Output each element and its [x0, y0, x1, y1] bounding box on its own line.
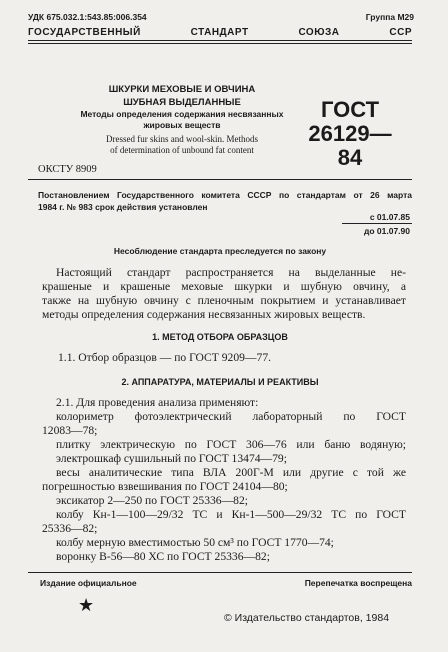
list-item: 25336—82; — [42, 522, 98, 535]
decree-line-2: 1984 г. № 983 срок действия установлен — [38, 202, 208, 212]
title-english-line-1: Dressed fur skins and wool-skin. Methods — [106, 134, 258, 144]
copyright-notice: © Издательство стандартов, 1984 — [224, 612, 390, 624]
intro-paragraph — [42, 266, 406, 322]
gost-label: ГОСТ — [320, 97, 380, 122]
decree-line-1: Постановлением Государственного комитета СССР по стандартам от 26 марта — [38, 190, 412, 200]
title-russian-line-2: ШУБНАЯ ВЫДЕЛАННЫЕ — [123, 97, 241, 108]
title-method-line-2: жировых веществ — [143, 120, 221, 130]
gost-number: 26129—84 — [308, 121, 392, 170]
intro-line-1: Настоящий стандарт распространяется на выделанные не- — [56, 266, 406, 279]
group-code: Группа М29 — [365, 12, 414, 22]
title-russian-line-1: ШКУРКИ МЕХОВЫЕ И ОВЧИНА — [108, 84, 256, 95]
reprint-prohibited-label: Перепечатка воспрещена — [304, 578, 412, 588]
official-edition-label: Издание официальное — [40, 578, 137, 588]
legal-warning: Несоблюдение стандарта преследуется по закону — [113, 246, 327, 256]
intro-line-3: также на шубную овчину с пленочным покрытием и устанавливает — [42, 294, 406, 307]
title-russian — [76, 83, 288, 109]
title-english — [76, 134, 288, 156]
list-item: колбу Кн-1—100—29/32 ТС и Кн-1—500—29/32 ТС по ГОСТ — [56, 508, 406, 521]
intro-line-2: крашеные и крашеные меховые шкурки и шубную овчину, а — [42, 280, 406, 293]
header-rule-bottom — [28, 43, 412, 44]
list-item: плитку электрическую по ГОСТ 306—76 или баню водяную; — [56, 438, 406, 451]
okstu-code: ОКСТУ 8909 — [38, 164, 97, 175]
section-2-heading: 2. АППАРАТУРА, МАТЕРИАЛЫ И РЕАКТИВЫ — [121, 377, 319, 387]
list-item: колбу мерную вместимостью 50 см³ по ГОСТ 1770—74; — [56, 536, 334, 549]
paragraph-2-1: 2.1. Для проведения анализа применяют: — [56, 396, 259, 409]
equipment-list — [42, 396, 406, 564]
validity-until: до 01.07.90 — [363, 226, 410, 236]
title-english-line-2: of determination of unbound fat content — [110, 145, 254, 155]
list-item: воронку В-56—80 ХС по ГОСТ 25336—82; — [56, 550, 270, 563]
star-icon: ★ — [78, 595, 95, 615]
state-standard-banner: ГОСУДАРСТВЕННЫЙ СТАНДАРТ СОЮЗА ССР — [28, 27, 412, 38]
list-item: 12083—78; — [42, 424, 98, 437]
title-method-line-1: Методы определения содержания несвязанных — [80, 109, 284, 119]
udk-code: УДК 675.032.1:543.85:006.354 — [28, 12, 147, 22]
list-item: погрешностью взвешивания по ГОСТ 24104—80; — [42, 480, 288, 493]
title-rule — [28, 179, 412, 180]
footer-rule — [28, 572, 412, 573]
header-rule-top — [28, 40, 412, 41]
gost-designation — [300, 98, 400, 170]
decree — [38, 189, 412, 213]
section-1-heading: 1. МЕТОД ОТБОРА ОБРАЗЦОВ — [152, 332, 288, 342]
title-method — [76, 109, 288, 131]
list-item: весы аналитические типа ВЛА 200Г-М или другие с той же — [56, 466, 406, 479]
intro-line-4: методы определения содержания несвязанных жировых веществ. — [42, 308, 366, 321]
list-item: колориметр фотоэлектрический лабораторный по ГОСТ — [56, 410, 406, 423]
validity-from: с 01.07.85 — [369, 212, 410, 222]
list-item: электрошкаф сушильный по ГОСТ 13474—79; — [56, 452, 287, 465]
validity-divider — [342, 223, 412, 224]
paragraph-1-1: 1.1. Отбор образцов — по ГОСТ 9209—77. — [58, 351, 272, 364]
list-item: эксикатор 2—250 по ГОСТ 25336—82; — [56, 494, 248, 507]
